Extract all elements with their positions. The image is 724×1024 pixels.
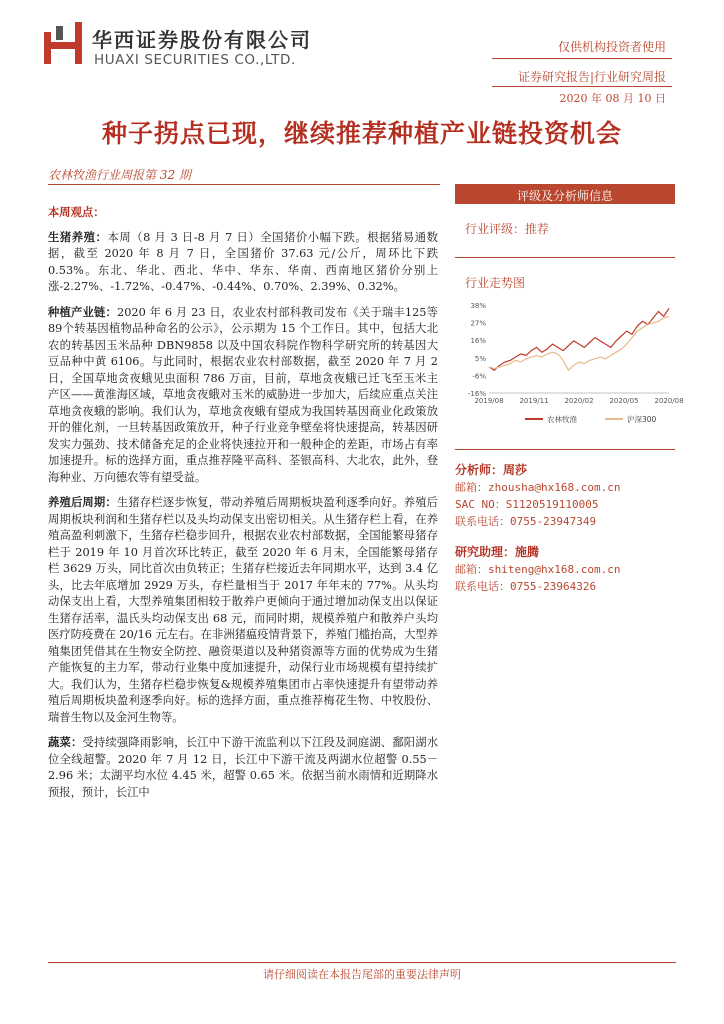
paragraph-post-cycle: [48, 494, 438, 726]
report-date: 2020 年 08 月 10 日: [559, 92, 666, 105]
huaxi-logo-icon: [44, 22, 82, 64]
paragraph-label: 生猪养殖：: [48, 229, 108, 244]
company-name-en: HUAXI SECURITIES CO.,LTD.: [94, 52, 296, 68]
y-tick-label: 16%: [470, 337, 486, 346]
paragraph-text: 2020 年 6 月 23 日，农业农村部科教司发布《关于瑞丰125等89个转基因植物品种命名的公示》，公示期为 15 个工作日。其中，包括大北农的转基因玉米品种 DBN9858 以及中国农科院作物科学研究所的转基因大豆品种中黄 6106。与此同时，根据农业农村部数据，截至 2020 年 7 月 2 日，全国草地贪夜蛾见虫面积 786 万亩，目前，草地贪夜蛾已迁飞至玉米主产区——黄淮海区域，草地贪夜蛾对玉米的威胁进一步加大，后续应重点关注草地贪夜蛾的影响。我们认为，草地贪夜蛾有望成为我国转基因商业化政策放开的催化剂，一旦转基因政策放开，种子行业竞争壁垒将快速提高，转基因研发实力强劲、技术储备充足的企业将快速拉开和一般种企的差距，市场占有率加速提升。标的选择方面，重点推荐隆平高科、荃银高科、大北农，此外，登海种业、万向德农等有望受益。: [48, 305, 438, 484]
analyst-sac: SAC NO：S1120519110005: [455, 498, 599, 511]
divider: [492, 86, 672, 87]
analyst-name: 分析师：周莎: [455, 463, 528, 477]
analyst-email: 邮箱：zhousha@hx168.com.cn: [455, 481, 621, 494]
x-tick-label: 2019/08: [474, 397, 504, 405]
page-title: 种子拐点已现，继续推荐种植产业链投资机会: [101, 119, 622, 148]
paragraph-text: 生猪存栏逐步恢复，带动养殖后周期板块盈利逐季向好。养殖后周期板块利润和生猪存栏以及头均动保支出密切相关。从生猪存栏上看，在养殖高盈利刺激下，生猪存栏稳步回升，根据农业农村部数据，全国能繁母猪存栏于 2019 年 10 月首次环比转正，截至 2020 年 6 月末，全国能繁母猪存栏 3629 万头，同比首次由负转正；生猪存栏接近去年同期水平，达到 3.4 亿头，比去年底增加 2929 万头，存栏量相当于 2017 年年末的 77%。从头均动保支出上看，大型养殖集团相较于散养户更倾向于通过增加动保支出以保证生猪存活率，温氏头均动保支出 68 元，而同时期，规模养殖户和散养户头均医疗防疫费在 20/16 元左右。在非洲猪瘟疫情背景下，养殖门槛抬高，大型养殖集团凭借其在生物安全防控、融资渠道以及种猪资源等方面的优势成为生猪产能恢复的主力军，带动行业集中度加速提升，动保行业市场规模有望持续扩大。我们认为，生猪存栏稳步恢复&规模养殖集团市占率快速提升有望带动养殖后周期板块盈利逐季向好。标的选择方面，重点推荐梅花生物、中牧股份、瑞普生物以及金河生物等。: [48, 496, 438, 724]
analyst-phone: 联系电话：0755-23947349: [455, 515, 597, 528]
assistant-name: 研究助理：施腾: [455, 545, 540, 559]
y-tick-label: -6%: [472, 372, 486, 381]
paragraph-text: 本周（8 月 3 日-8 月 7 日）全国猪价小幅下跌。根据猪易通数据，截至 2020 年 8 月 7 日，全国猪价 37.63 元/公斤，周环比下跌 0.53%。东北、华北、西北、华中、华东、华南、西南地区猪价分别上涨-2.27%、-1.72%、-0.47%、-0.44%、0.70%、2.39%、0.32%。: [48, 230, 438, 293]
x-tick-label: 2020/05: [609, 397, 639, 405]
paragraph-label: 养殖后周期：: [48, 495, 117, 509]
paragraph-pig: [48, 229, 438, 296]
divider: [48, 184, 440, 185]
assistant-email: 邮箱：shiteng@hx168.com.cn: [455, 563, 621, 576]
company-name-cn: 华西证券股份有限公司: [92, 28, 312, 52]
breadcrumb: 证券研究报告|行业研究周报: [517, 70, 666, 84]
assistant-block: [455, 544, 675, 595]
paragraph-planting: [48, 304, 438, 487]
industry-rating: 行业评级：推荐: [465, 222, 550, 236]
x-tick-label: 2020/08: [654, 397, 684, 405]
analyst-block: [455, 462, 675, 530]
paragraph-text: 受持续强降雨影响，长江中下游干流监利以下江段及洞庭湖、鄱阳湖水位全线超警。2020 年 7 月 12 日，长江中下游干流及两湖水位超警 0.55－2.96 米；太湖平均水位 4.45 米，超警 0.65 米。依据当前水雨情和近期降水预报，预计，长江中: [48, 736, 438, 799]
paragraph-vegetable: [48, 734, 438, 801]
report-series: 农林牧渔行业周报第 32 期: [48, 168, 191, 182]
y-tick-label: 27%: [470, 319, 486, 328]
section-heading: 本周观点：: [48, 205, 105, 219]
divider: [48, 962, 676, 963]
sidebar-title: 评级及分析师信息: [455, 184, 675, 204]
series-line-1: [489, 316, 669, 370]
paragraph-label: 蔬菜：: [48, 735, 83, 749]
y-tick-label: -16%: [467, 390, 486, 398]
main-content: [48, 204, 438, 809]
y-tick-label: 38%: [470, 302, 486, 310]
paragraph-label: 种植产业链：: [48, 304, 118, 319]
x-tick-label: 2019/11: [519, 397, 549, 405]
divider: [455, 449, 675, 450]
audience-tagline: 仅供机构投资者使用: [557, 40, 666, 54]
report-header: [0, 0, 724, 110]
chart-title: 行业走势图: [465, 276, 526, 290]
industry-trend-chart: [455, 297, 684, 437]
sidebar: [455, 184, 684, 595]
y-tick-label: 5%: [474, 354, 486, 363]
x-tick-label: 2020/02: [564, 397, 594, 405]
divider: [492, 58, 672, 59]
legal-notice: 请仔细阅读在本报告尾部的重要法律声明: [263, 968, 461, 981]
assistant-phone: 联系电话：0755-23964326: [455, 580, 597, 593]
divider: [455, 257, 675, 258]
legend-label: 沪深300: [627, 415, 657, 424]
legend-label: 农林牧渔: [547, 415, 577, 424]
